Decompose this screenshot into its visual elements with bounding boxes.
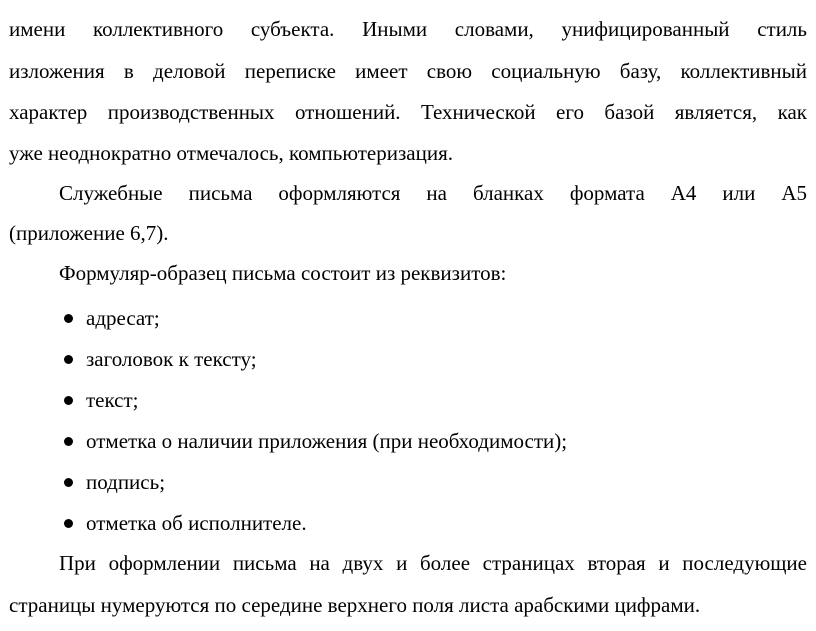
paragraph-2-line-1: Служебные письма оформляются на бланках формата А4 или А5 <box>59 181 807 205</box>
list-item-text: отметка о наличии приложения (при необходимости); <box>86 429 568 453</box>
bullet-icon <box>64 314 73 323</box>
bullet-icon <box>64 478 73 487</box>
paragraph-3-line-1: Формуляр-образец письма состоит из реквизитов: <box>59 261 507 285</box>
paragraph-4-line-2: страницы нумеруются по середине верхнего поля листа арабскими цифрами. <box>9 593 701 617</box>
paragraph-2-line-2: (приложение 6,7). <box>9 221 169 245</box>
bullet-icon <box>64 355 73 364</box>
paragraph-1-line-2: изложения в деловой переписке имеет свою социальную базу, коллективный <box>9 59 807 83</box>
list-item-text: подпись; <box>86 470 166 494</box>
list-item-text: текст; <box>86 388 139 412</box>
bullet-icon <box>64 519 73 528</box>
bullet-icon <box>64 396 73 405</box>
list-item-text: заголовок к тексту; <box>86 347 257 371</box>
list-item-text: отметка об исполнителе. <box>86 511 307 535</box>
bullet-icon <box>64 437 73 446</box>
list-item-text: адресат; <box>86 306 160 330</box>
paragraph-1-line-3: характер производственных отношений. Технической его базой является, как <box>9 100 807 124</box>
paragraph-4-line-1: При оформлении письма на двух и более страницах вторая и последующие <box>59 551 807 575</box>
paragraph-1-line-1: имени коллективного субъекта. Иными словами, унифицированный стиль <box>9 17 807 41</box>
paragraph-1-line-4: уже неоднократно отмечалось, компьютеризация. <box>9 141 453 165</box>
